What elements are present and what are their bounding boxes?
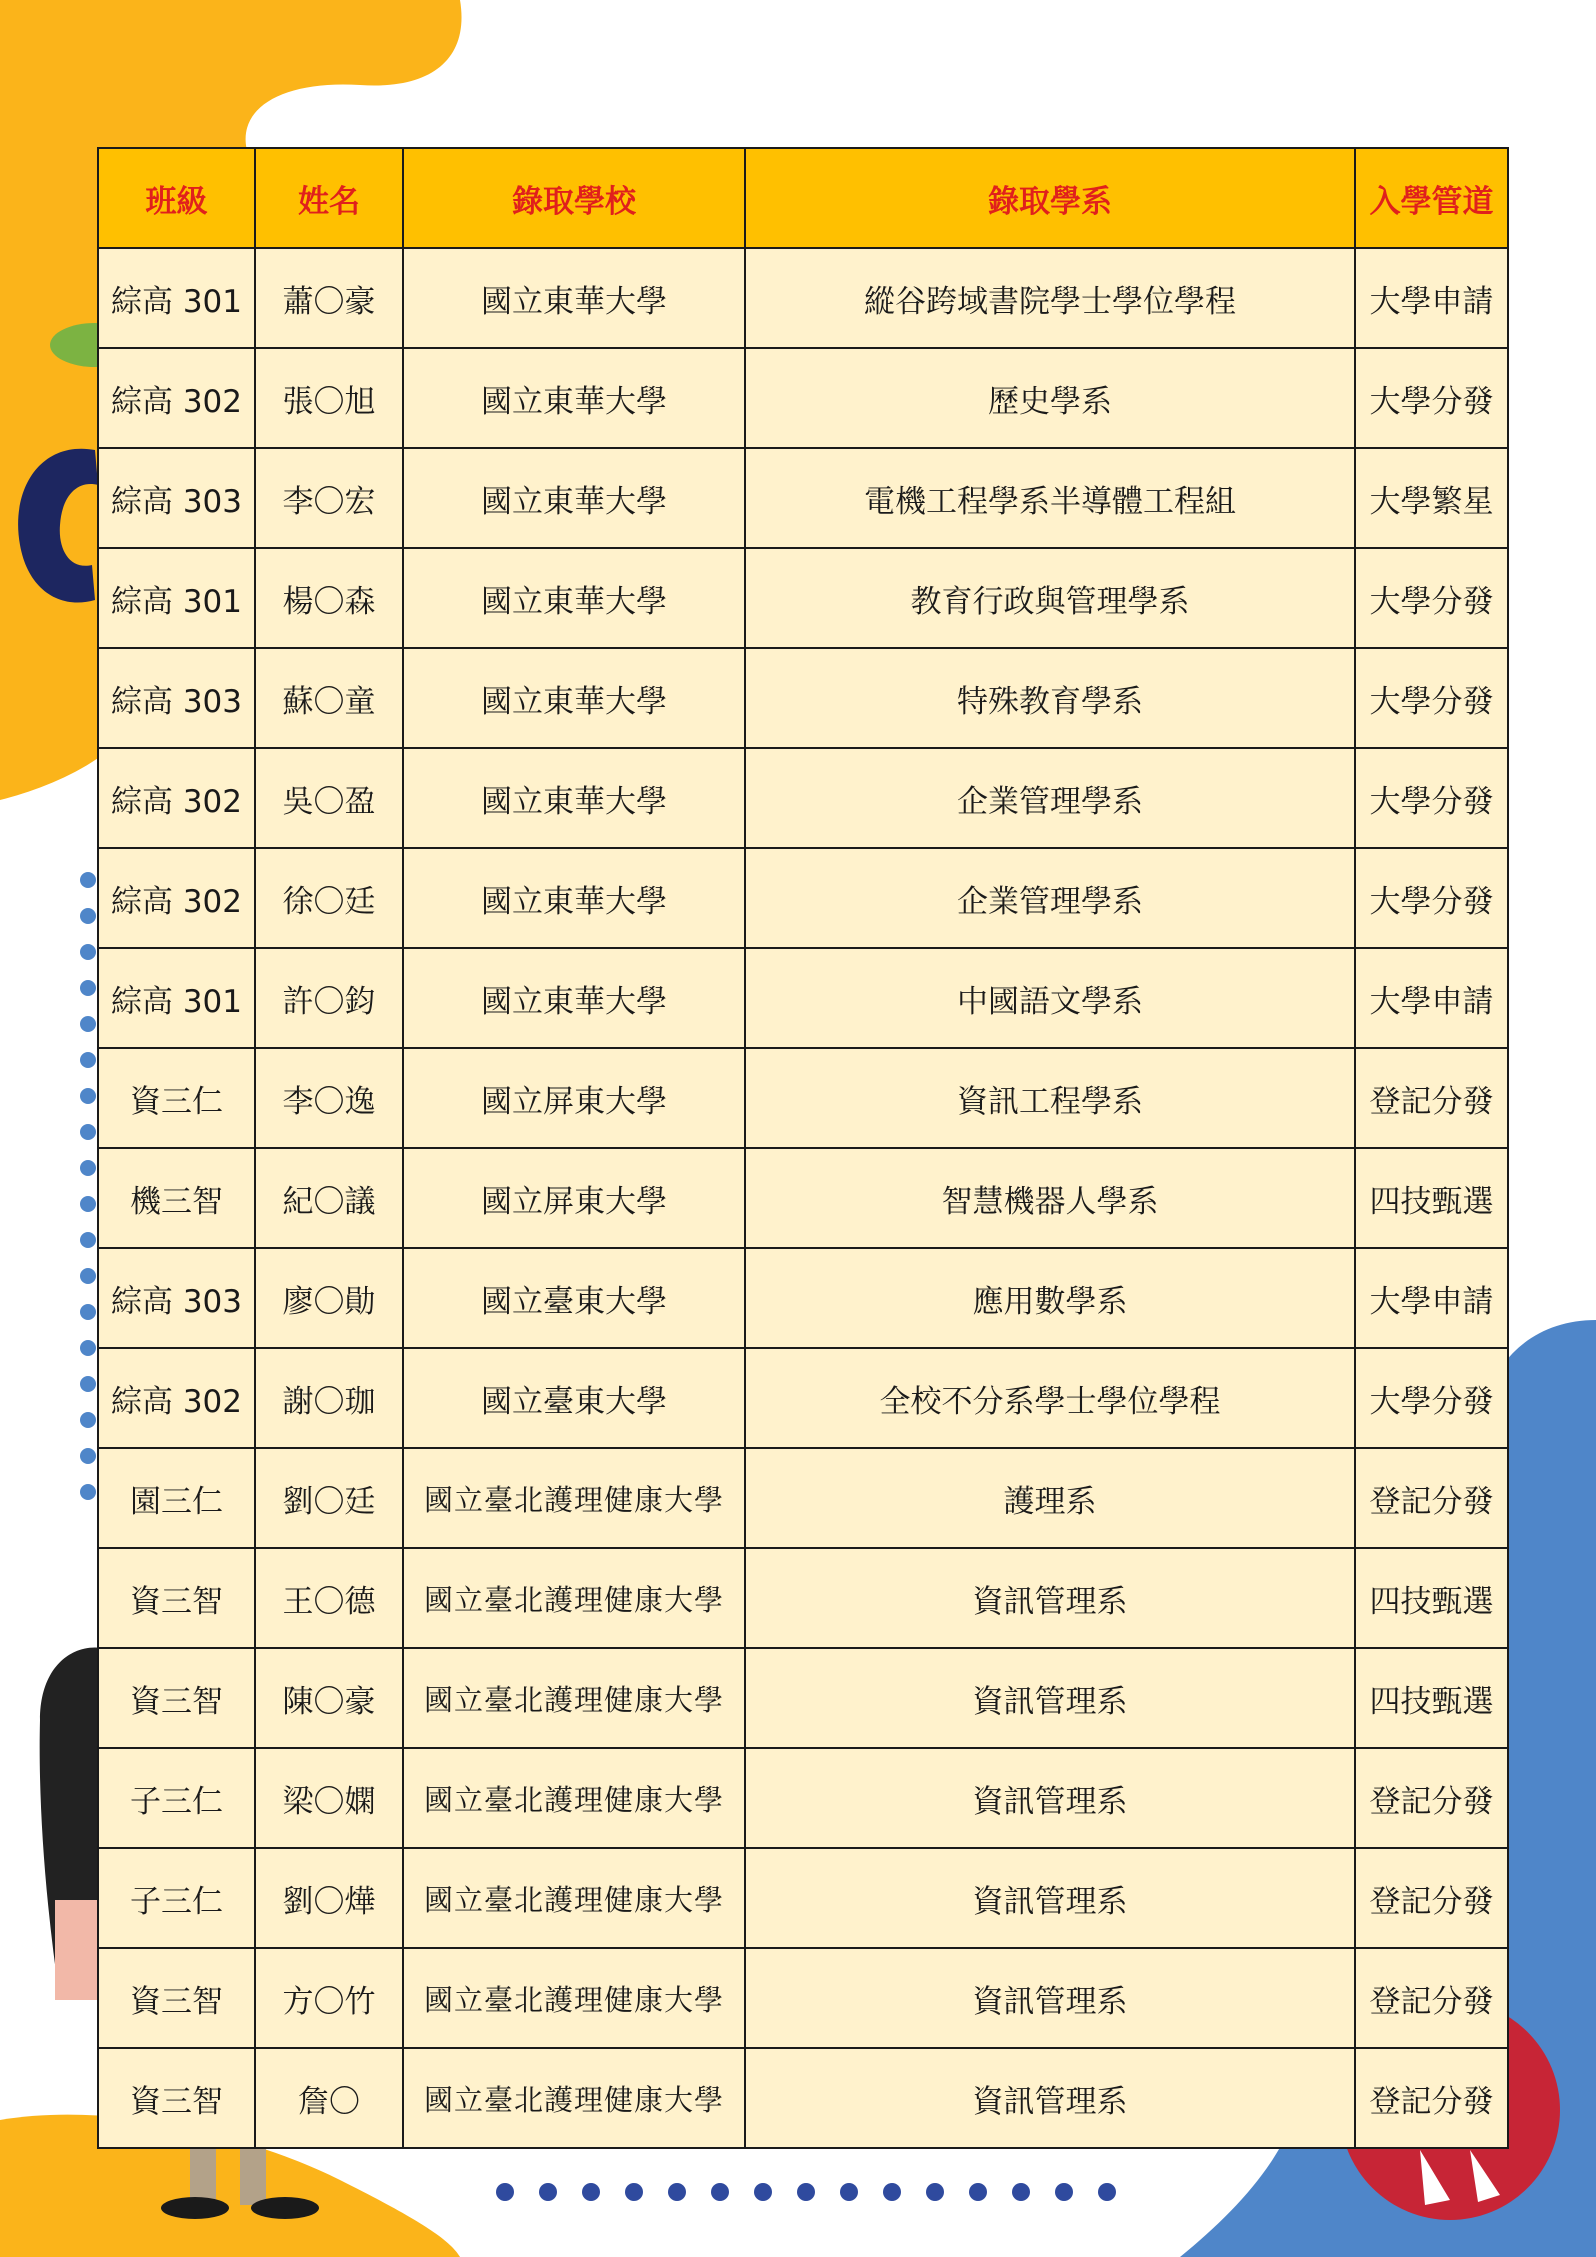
- table-row: [98, 448, 1508, 548]
- cell-department: 資訊管理系: [745, 1648, 1355, 1748]
- cell-class: 資三智: [98, 1648, 255, 1748]
- table-row: [98, 1648, 1508, 1748]
- cell-admission-method: 大學申請: [1355, 1248, 1508, 1348]
- cell-department: 資訊管理系: [745, 1548, 1355, 1648]
- cell-name: 蘇〇童: [255, 648, 403, 748]
- cell-class: 機三智: [98, 1148, 255, 1248]
- cell-department: 特殊教育學系: [745, 648, 1355, 748]
- cell-name: 李〇逸: [255, 1048, 403, 1148]
- table-body: [98, 248, 1508, 2148]
- cell-school: 國立東華大學: [403, 648, 745, 748]
- cell-department: 資訊管理系: [745, 1848, 1355, 1948]
- cell-department: 護理系: [745, 1448, 1355, 1548]
- navy-dots-bottom: [496, 2183, 1116, 2201]
- cell-class: 子三仁: [98, 1848, 255, 1948]
- cell-school: 國立東華大學: [403, 248, 745, 348]
- cell-class: 資三仁: [98, 1048, 255, 1148]
- cell-class: 資三智: [98, 1948, 255, 2048]
- cell-department: 企業管理學系: [745, 748, 1355, 848]
- cell-class: 綜高 301: [98, 948, 255, 1048]
- cell-school: 國立臺東大學: [403, 1348, 745, 1448]
- cell-class: 綜高 302: [98, 1348, 255, 1448]
- table-row: [98, 1148, 1508, 1248]
- cell-name: 蕭〇豪: [255, 248, 403, 348]
- cell-department: 全校不分系學士學位學程: [745, 1348, 1355, 1448]
- cell-class: 綜高 303: [98, 648, 255, 748]
- table-row: [98, 548, 1508, 648]
- cell-school: 國立臺北護理健康大學: [403, 1948, 745, 2048]
- cell-class: 綜高 301: [98, 548, 255, 648]
- cell-class: 綜高 302: [98, 848, 255, 948]
- cell-name: 梁〇嫻: [255, 1748, 403, 1848]
- cell-name: 方〇竹: [255, 1948, 403, 2048]
- cell-admission-method: 大學分發: [1355, 648, 1508, 748]
- cell-department: 教育行政與管理學系: [745, 548, 1355, 648]
- cell-name: 楊〇森: [255, 548, 403, 648]
- cell-name: 紀〇議: [255, 1148, 403, 1248]
- table-row: [98, 248, 1508, 348]
- cell-school: 國立臺北護理健康大學: [403, 1548, 745, 1648]
- table-row: [98, 1548, 1508, 1648]
- table-row: [98, 648, 1508, 748]
- cell-department: 歷史學系: [745, 348, 1355, 448]
- cell-school: 國立東華大學: [403, 848, 745, 948]
- cell-class: 綜高 302: [98, 748, 255, 848]
- cell-name: 廖〇勛: [255, 1248, 403, 1348]
- cell-school: 國立東華大學: [403, 948, 745, 1048]
- cell-class: 綜高 302: [98, 348, 255, 448]
- cell-school: 國立臺北護理健康大學: [403, 1648, 745, 1748]
- cell-class: 子三仁: [98, 1748, 255, 1848]
- table-row: [98, 1748, 1508, 1848]
- cell-class: 綜高 303: [98, 1248, 255, 1348]
- cell-school: 國立東華大學: [403, 548, 745, 648]
- table-row: [98, 848, 1508, 948]
- cell-admission-method: 大學申請: [1355, 948, 1508, 1048]
- cell-admission-method: 大學繁星: [1355, 448, 1508, 548]
- table-row: [98, 348, 1508, 448]
- cell-admission-method: 四技甄選: [1355, 1548, 1508, 1648]
- cell-name: 詹〇: [255, 2048, 403, 2148]
- header-department: 錄取學系: [745, 148, 1355, 248]
- cell-class: 綜高 301: [98, 248, 255, 348]
- cell-class: 資三智: [98, 2048, 255, 2148]
- cell-department: 智慧機器人學系: [745, 1148, 1355, 1248]
- cell-department: 電機工程學系半導體工程組: [745, 448, 1355, 548]
- cell-admission-method: 登記分發: [1355, 1048, 1508, 1148]
- cell-school: 國立臺北護理健康大學: [403, 1448, 745, 1548]
- cell-admission-method: 大學分發: [1355, 748, 1508, 848]
- cell-department: 資訊管理系: [745, 2048, 1355, 2148]
- cell-admission-method: 大學分發: [1355, 548, 1508, 648]
- table-header-row: [98, 148, 1508, 248]
- cell-department: 中國語文學系: [745, 948, 1355, 1048]
- cell-admission-method: 登記分發: [1355, 1448, 1508, 1548]
- table-row: [98, 1048, 1508, 1148]
- table-row: [98, 1948, 1508, 2048]
- cell-admission-method: 登記分發: [1355, 1848, 1508, 1948]
- cell-name: 吳〇盈: [255, 748, 403, 848]
- cell-admission-method: 四技甄選: [1355, 1148, 1508, 1248]
- cell-admission-method: 登記分發: [1355, 1948, 1508, 2048]
- cell-name: 陳〇豪: [255, 1648, 403, 1748]
- cell-class: 資三智: [98, 1548, 255, 1648]
- cell-school: 國立東華大學: [403, 448, 745, 548]
- cell-department: 應用數學系: [745, 1248, 1355, 1348]
- cell-name: 劉〇燁: [255, 1848, 403, 1948]
- cell-department: 資訊管理系: [745, 1748, 1355, 1848]
- cell-admission-method: 四技甄選: [1355, 1648, 1508, 1748]
- small-yellow-square: [60, 412, 74, 426]
- cell-admission-method: 大學分發: [1355, 1348, 1508, 1448]
- cell-school: 國立屏東大學: [403, 1148, 745, 1248]
- cell-admission-method: 大學申請: [1355, 248, 1508, 348]
- cell-school: 國立臺東大學: [403, 1248, 745, 1348]
- cell-name: 王〇德: [255, 1548, 403, 1648]
- header-school: 錄取學校: [403, 148, 745, 248]
- cell-admission-method: 登記分發: [1355, 2048, 1508, 2148]
- table-row: [98, 2048, 1508, 2148]
- cell-school: 國立東華大學: [403, 748, 745, 848]
- header-class: 班級: [98, 148, 255, 248]
- cell-department: 企業管理學系: [745, 848, 1355, 948]
- cell-name: 徐〇廷: [255, 848, 403, 948]
- table-row: [98, 1348, 1508, 1448]
- cell-department: 縱谷跨域書院學士學位學程: [745, 248, 1355, 348]
- cell-school: 國立屏東大學: [403, 1048, 745, 1148]
- table-row: [98, 748, 1508, 848]
- cell-name: 劉〇廷: [255, 1448, 403, 1548]
- cell-admission-method: 大學分發: [1355, 848, 1508, 948]
- table-row: [98, 1248, 1508, 1348]
- cell-school: 國立臺北護理健康大學: [403, 2048, 745, 2148]
- cell-name: 張〇旭: [255, 348, 403, 448]
- cell-class: 綜高 303: [98, 448, 255, 548]
- admission-results-table: [97, 147, 1509, 2149]
- cell-name: 謝〇珈: [255, 1348, 403, 1448]
- header-admission-method: 入學管道: [1355, 148, 1508, 248]
- cell-class: 園三仁: [98, 1448, 255, 1548]
- blue-dots-left: [80, 872, 96, 1500]
- cell-department: 資訊工程學系: [745, 1048, 1355, 1148]
- cell-admission-method: 登記分發: [1355, 1748, 1508, 1848]
- cell-department: 資訊管理系: [745, 1948, 1355, 2048]
- table-row: [98, 1848, 1508, 1948]
- table-row: [98, 948, 1508, 1048]
- cell-admission-method: 大學分發: [1355, 348, 1508, 448]
- header-name: 姓名: [255, 148, 403, 248]
- cell-name: 李〇宏: [255, 448, 403, 548]
- cell-school: 國立東華大學: [403, 348, 745, 448]
- table-row: [98, 1448, 1508, 1548]
- cell-school: 國立臺北護理健康大學: [403, 1748, 745, 1848]
- cell-school: 國立臺北護理健康大學: [403, 1848, 745, 1948]
- cell-name: 許〇鈞: [255, 948, 403, 1048]
